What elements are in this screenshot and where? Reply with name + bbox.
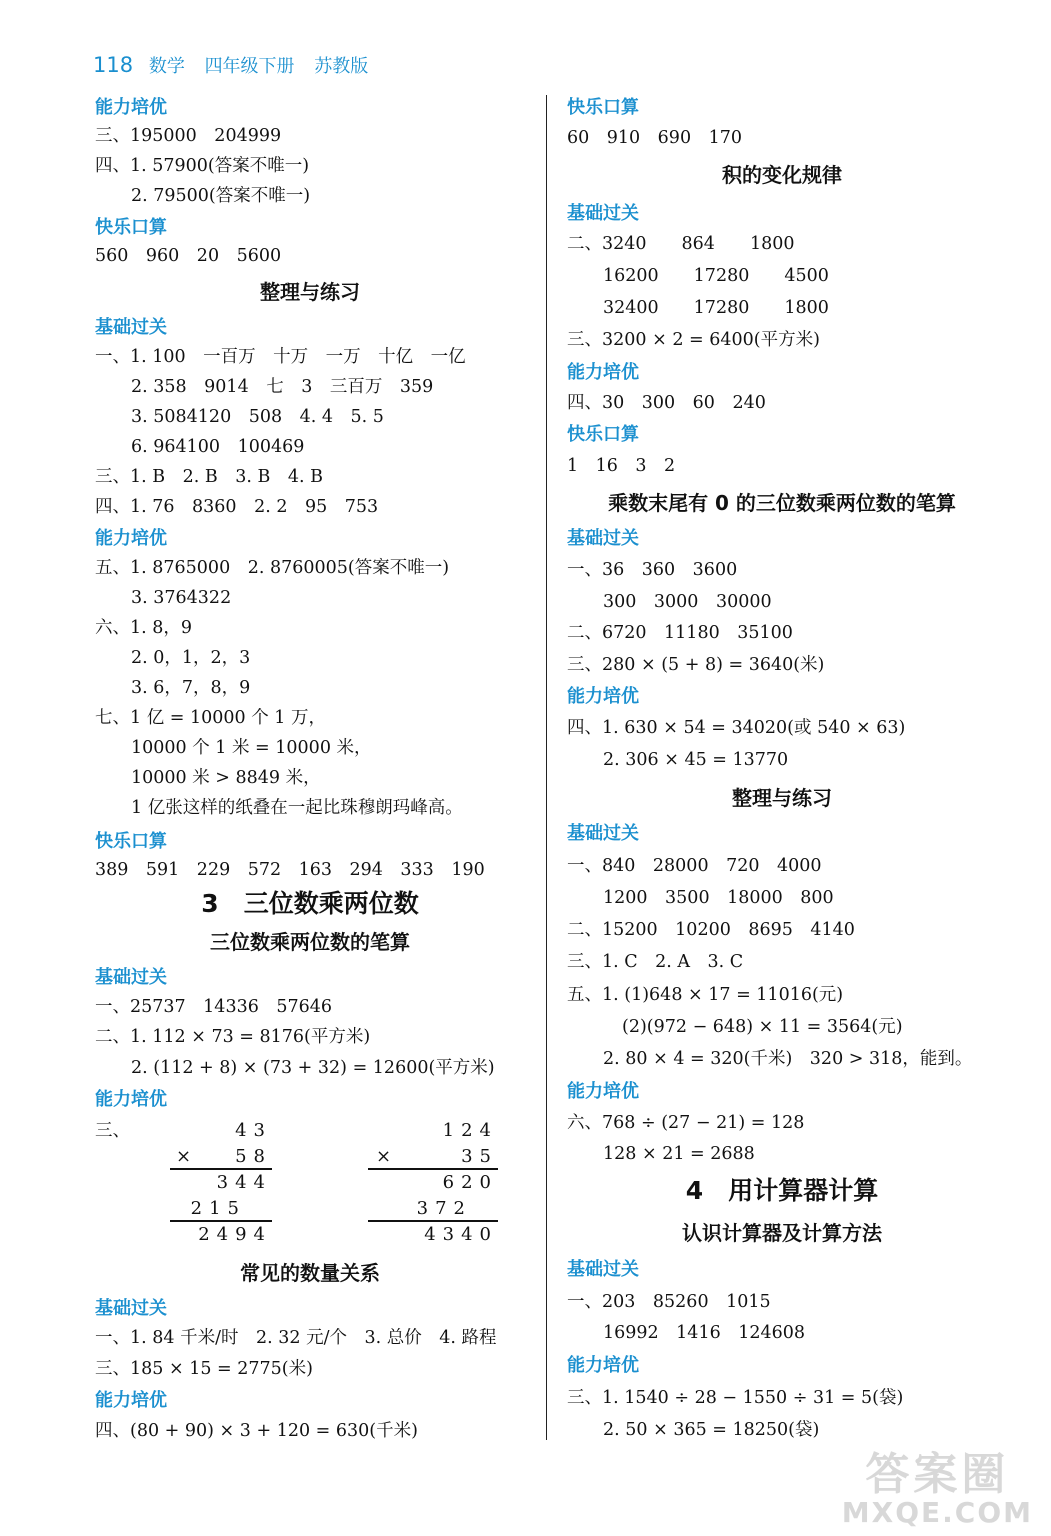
answer-line: 2. 0，1，2，3 (131, 648, 251, 668)
topic-title: 整理与练习 (732, 786, 832, 810)
product: 4340 (424, 1224, 498, 1245)
answer-line: 三、195000 204999 (95, 126, 282, 146)
answer-line: 2. 306 × 45 = 13770 (603, 750, 789, 770)
section-heading: 能力培优 (95, 97, 167, 118)
chapter-title: 4 用计算器计算 (685, 1176, 879, 1205)
answer-line: 四、1. 630 × 54 = 34020(或 540 × 63) (567, 718, 906, 738)
section-heading: 能力培优 (567, 686, 639, 707)
product: 2494 (198, 1224, 272, 1245)
answer-line: 2. 358 9014 七 3 三百万 359 (131, 377, 434, 397)
edition: 苏教版 (314, 56, 369, 77)
times-sign: × (376, 1146, 392, 1167)
watermark-url: MXQE.COM (841, 1496, 1033, 1529)
answer-line: (2)(972 − 648) × 11 = 3564(元) (622, 1017, 903, 1037)
answer-line: 四、1. 57900(答案不唯一) (95, 156, 310, 176)
watermark-text: 答案圈 (865, 1449, 1010, 1500)
rule-line (368, 1168, 498, 1170)
multiplier: 35 (461, 1146, 498, 1167)
section-heading: 能力培优 (95, 1390, 167, 1411)
answer-line: 三、 (95, 1121, 130, 1141)
partial-product: 620 (442, 1172, 498, 1193)
answer-line: 1 亿张这样的纸叠在一起比珠穆朗玛峰高。 (131, 798, 463, 818)
answer-line: 四、1. 76 8360 2. 2 95 753 (95, 497, 379, 517)
answer-line: 一、25737 14336 57646 (95, 997, 333, 1017)
section-heading: 基础过关 (567, 528, 639, 549)
topic-title: 乘数末尾有 0 的三位数乘两位数的笔算 (608, 491, 956, 515)
answer-line: 2. 79500(答案不唯一) (131, 186, 311, 206)
partial-product: 372 (416, 1198, 472, 1219)
section-heading: 能力培优 (567, 362, 639, 383)
answer-line: 300 3000 30000 (603, 592, 772, 612)
times-sign: × (176, 1146, 192, 1167)
answer-line: 128 × 21 = 2688 (603, 1144, 755, 1164)
topic-title: 积的变化规律 (722, 163, 842, 187)
vertical-multiplication (368, 1118, 498, 1248)
subject: 数学 (148, 56, 185, 77)
section-heading: 基础过关 (95, 317, 167, 338)
grade: 四年级下册 (204, 56, 295, 77)
answer-line: 二、1. 112 × 73 = 8176(平方米) (95, 1027, 371, 1047)
rule-line (368, 1220, 498, 1222)
topic-title: 认识计算器及计算方法 (682, 1221, 882, 1245)
answer-line: 16200 17280 4500 (603, 266, 829, 286)
rule-line (170, 1220, 272, 1222)
page-header (93, 52, 368, 78)
answer-line: 2. 50 × 365 = 18250(袋) (603, 1420, 820, 1440)
topic-title: 常见的数量关系 (240, 1261, 380, 1285)
answer-line: 389 591 229 572 163 294 333 190 (95, 860, 485, 880)
answer-line: 一、840 28000 720 4000 (567, 856, 822, 876)
answer-line: 七、1 亿 = 10000 个 1 万， (95, 708, 326, 728)
answer-line: 一、203 85260 1015 (567, 1292, 771, 1312)
answer-line: 10000 个 1 米 = 10000 米， (131, 738, 372, 758)
section-heading: 快乐口算 (567, 424, 639, 445)
watermark-logo (841, 1449, 1033, 1529)
answer-line: 16992 1416 124608 (603, 1323, 806, 1343)
answer-line: 五、1. (1)648 × 17 = 11016(元) (567, 985, 844, 1005)
answer-line: 一、1. 84 千米/时 2. 32 元/个 3. 总价 4. 路程 (95, 1328, 497, 1348)
section-heading: 基础过关 (567, 1259, 639, 1280)
section-heading: 能力培优 (95, 1089, 167, 1110)
section-heading: 快乐口算 (95, 217, 167, 238)
page-number: 118 (93, 53, 134, 77)
answer-line: 二、3240 864 1800 (567, 234, 795, 254)
answer-line: 三、185 × 15 = 2775(米) (95, 1359, 313, 1379)
answer-line: 五、1. 8765000 2. 8760005(答案不唯一) (95, 558, 450, 578)
rule-line (170, 1168, 272, 1170)
answer-line: 10000 米 > 8849 米， (131, 768, 321, 788)
answer-line: 六、768 ÷ (27 − 21) = 128 (567, 1113, 805, 1133)
answer-line: 三、280 × (5 + 8) = 3640(米) (567, 655, 825, 675)
answer-line: 3. 6，7，8，9 (131, 678, 251, 698)
vertical-multiplication (170, 1118, 272, 1248)
answer-line: 六、1. 8，9 (95, 618, 193, 638)
answer-line: 1 16 3 2 (567, 456, 676, 476)
answer-line: 三、1. B 2. B 3. B 4. B (95, 467, 323, 487)
partial-product: 344 (216, 1172, 272, 1193)
multiplicand: 43 (235, 1120, 272, 1141)
answer-line: 四、(80 + 90) × 3 + 120 = 630(千米) (95, 1421, 418, 1441)
answer-line: 60 910 690 170 (567, 128, 742, 148)
multiplicand: 124 (442, 1120, 498, 1141)
answer-line: 3. 3764322 (131, 588, 232, 608)
answer-line: 6. 964100 100469 (131, 437, 305, 457)
answer-line: 2. 80 × 4 = 320(千米) 320 > 318，能到。 (603, 1049, 973, 1069)
answer-line: 1200 3500 18000 800 (603, 888, 834, 908)
column-divider (546, 95, 547, 1440)
answer-line: 四、30 300 60 240 (567, 393, 766, 413)
answer-line: 三、1. C 2. A 3. C (567, 952, 744, 972)
section-heading: 基础过关 (95, 967, 167, 988)
section-heading: 基础过关 (567, 823, 639, 844)
section-heading: 基础过关 (567, 203, 639, 224)
section-heading: 能力培优 (567, 1355, 639, 1376)
answer-line: 三、3200 × 2 = 6400(平方米) (567, 330, 820, 350)
section-heading: 快乐口算 (567, 97, 639, 118)
partial-product: 215 (190, 1198, 246, 1219)
answer-line: 32400 17280 1800 (603, 298, 829, 318)
answer-line: 3. 5084120 508 4. 4 5. 5 (131, 407, 384, 427)
topic-title: 整理与练习 (260, 280, 360, 304)
answer-line: 一、36 360 3600 (567, 560, 738, 580)
chapter-title: 3 三位数乘两位数 (201, 889, 419, 918)
section-heading: 基础过关 (95, 1298, 167, 1319)
answer-line: 二、15200 10200 8695 4140 (567, 920, 855, 940)
section-heading: 快乐口算 (95, 831, 167, 852)
topic-title: 三位数乘两位数的笔算 (210, 930, 410, 954)
section-heading: 能力培优 (95, 528, 167, 549)
answer-line: 一、1. 100 一百万 十万 一万 十亿 一亿 (95, 347, 466, 367)
answer-line: 三、1. 1540 ÷ 28 − 1550 ÷ 31 = 5(袋) (567, 1388, 904, 1408)
multiplier: 58 (235, 1146, 272, 1167)
section-heading: 能力培优 (567, 1081, 639, 1102)
answer-line: 560 960 20 5600 (95, 246, 282, 266)
answer-line: 二、6720 11180 35100 (567, 623, 793, 643)
answer-line: 2. (112 + 8) × (73 + 32) = 12600(平方米) (131, 1058, 495, 1078)
